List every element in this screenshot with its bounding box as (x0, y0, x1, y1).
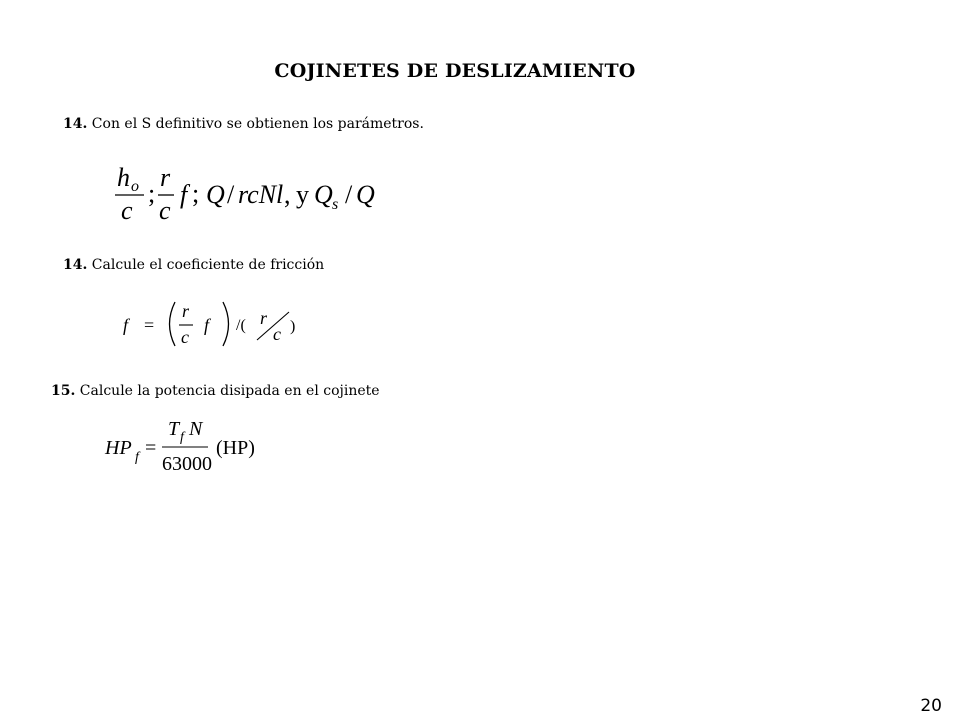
parameters-formula (100, 162, 390, 227)
step-14-friction (63, 257, 324, 273)
formula-c: c (159, 196, 171, 225)
formula-c: c (273, 324, 281, 344)
step-15-power (51, 383, 380, 399)
right-paren (223, 302, 229, 346)
friction-formula (115, 298, 315, 353)
formula-comma: , (284, 180, 291, 209)
formula-r: r (182, 301, 190, 321)
formula-slash: / (345, 180, 353, 209)
step-text: Con el S definitivo se obtienen los parámetros. (87, 116, 424, 132)
step-number: 14. (63, 257, 88, 273)
formula-y: y (296, 180, 309, 209)
formula-units: (HP) (216, 437, 255, 459)
formula-subscript-o: o (131, 178, 139, 195)
formula-f: f (204, 315, 210, 335)
formula-q: Q (314, 180, 333, 209)
formula-subscript-s: s (332, 196, 339, 213)
formula-equals: = (144, 315, 155, 335)
formula-f: f (180, 180, 188, 209)
step-number: 15. (51, 383, 76, 399)
formula-n: N (189, 418, 203, 440)
power-formula (100, 412, 275, 482)
formula-subscript-f: f (180, 430, 184, 445)
step-14-parameters (63, 116, 424, 132)
formula-hp: HP (105, 437, 132, 459)
step-number: 14. (63, 116, 88, 132)
formula-h: h (117, 163, 130, 192)
formula-c: c (181, 327, 189, 347)
formula-c: c (121, 196, 133, 225)
formula-r: r (260, 308, 268, 328)
page-number: 20 (920, 696, 942, 716)
formula-r: r (160, 163, 171, 192)
formula-separator: ; (148, 179, 156, 208)
formula-t: T (168, 418, 180, 440)
formula-slash-paren: /( (236, 317, 246, 334)
formula-equals: = (145, 437, 157, 459)
formula-slash: / (227, 180, 235, 209)
left-paren (170, 302, 176, 346)
formula-close-paren: ) (290, 318, 296, 335)
formula-q: Q (356, 180, 375, 209)
formula-q: Q (206, 180, 225, 209)
formula-subscript-f: f (135, 450, 139, 465)
page-title: COJINETES DE DESLIZAMIENTO (274, 60, 636, 82)
formula-denominator: 63000 (162, 453, 212, 475)
formula-rcnl: rcNl (238, 180, 284, 209)
formula-f: f (123, 315, 129, 335)
step-text: Calcule la potencia disipada en el cojinete (75, 383, 380, 399)
formula-separator: ; (192, 179, 200, 208)
step-text: Calcule el coeficiente de fricción (87, 257, 325, 273)
